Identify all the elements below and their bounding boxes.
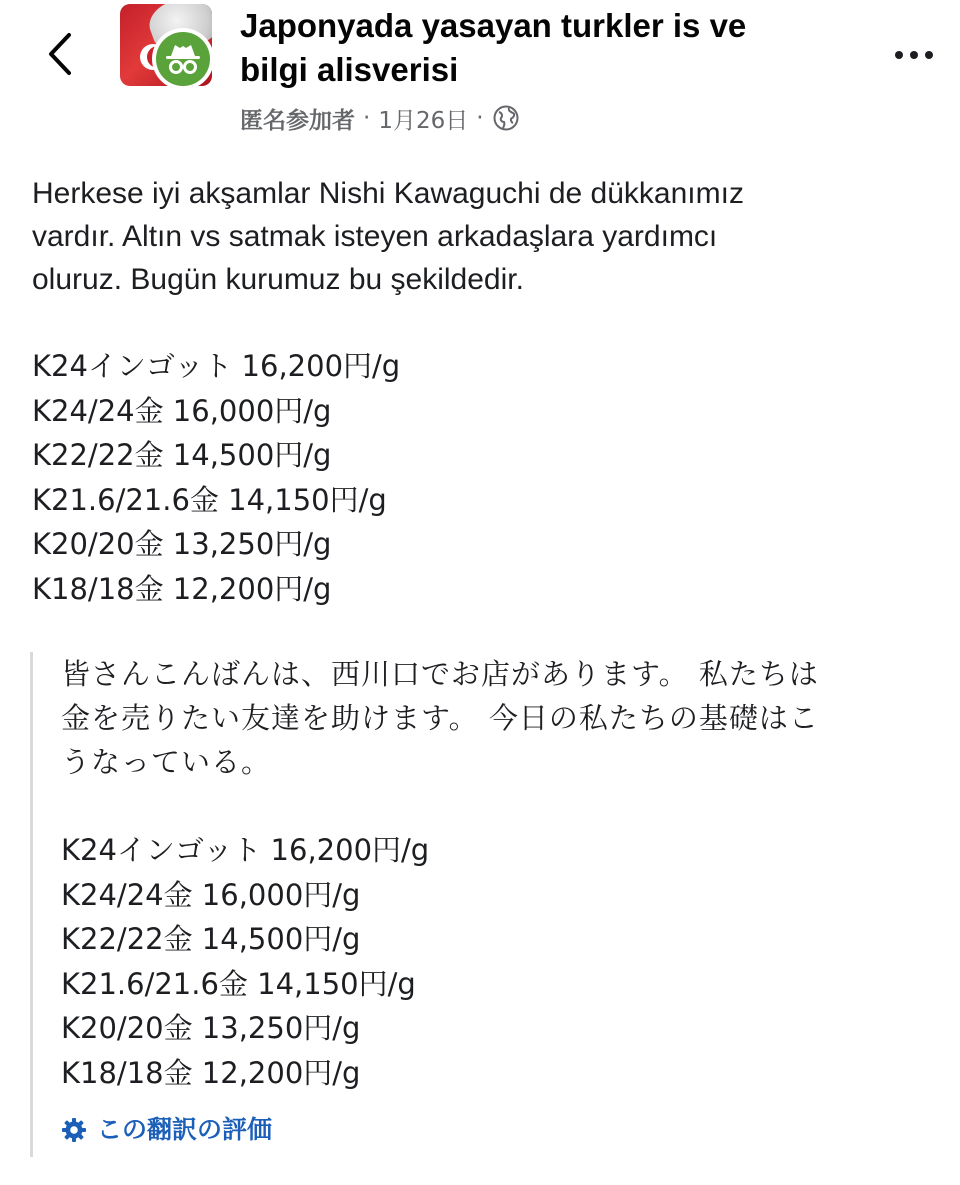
more-dot <box>925 51 933 59</box>
translation-price-item: K24/24金 16,000円/g <box>61 877 361 912</box>
meta-separator: · <box>476 105 484 131</box>
translation-text-line: 皆さんこんばんは、西川口でお店があります。 私たちは <box>61 657 819 691</box>
rate-translation-label: この翻訳の評価 <box>97 1115 273 1144</box>
group-title-line-2: bilgi alisverisi <box>240 51 459 88</box>
price-item: K24/24金 16,000円/g <box>32 393 332 428</box>
author-name[interactable]: 匿名参加者 <box>240 107 355 134</box>
anonymous-icon <box>156 32 210 86</box>
anonymous-badge <box>152 28 214 90</box>
price-item: K20/20金 13,250円/g <box>32 527 332 561</box>
price-item: K21.6/21.6金 14,150円/g <box>32 482 387 517</box>
chevron-left-icon <box>45 31 75 77</box>
translation-price-list <box>61 828 950 1095</box>
translation-price-item: K22/22金 14,500円/g <box>61 922 361 956</box>
post-text-line: oluruz. Bugün kurumuz bu şekildedir. <box>32 263 524 296</box>
post-text-line: vardır. Altın vs satmak isteyen arkadaşlara yardımcı <box>32 220 718 253</box>
group-title[interactable] <box>240 4 860 92</box>
post-body <box>32 172 932 611</box>
translation-price-item: K20/20金 13,250円/g <box>61 1011 361 1045</box>
post-text-line: Herkese iyi akşamlar Nishi Kawaguchi de dükkanımız <box>32 177 744 210</box>
price-item: K18/18金 12,200円/g <box>32 571 332 606</box>
globe-icon <box>492 104 520 132</box>
group-title-line-1: Japonyada yasayan turkler is ve <box>240 7 747 44</box>
translation-text-line: 金を売りたい友達を助けます。 今日の私たちの基礎はこ <box>61 701 819 735</box>
translation-price-item: K21.6/21.6金 14,150円/g <box>61 966 416 1001</box>
translation-price-item: K18/18金 12,200円/g <box>61 1055 361 1090</box>
more-options-button[interactable] <box>884 40 944 70</box>
translation-block <box>30 652 950 1157</box>
price-item: K24インゴット 16,200円/g <box>32 349 401 383</box>
price-item: K22/22金 14,500円/g <box>32 438 332 472</box>
post-date[interactable]: 1月26日 <box>378 107 469 134</box>
translation-price-item: K24インゴット 16,200円/g <box>61 833 430 867</box>
meta-separator: · <box>363 105 371 131</box>
post-meta <box>240 100 520 136</box>
price-list <box>32 344 932 611</box>
more-dot <box>895 51 903 59</box>
translation-text-line: うなっている。 <box>61 745 272 779</box>
post-header <box>0 0 960 150</box>
gear-icon <box>61 1117 87 1143</box>
more-dot <box>910 51 918 59</box>
rate-translation-link[interactable] <box>61 1108 272 1152</box>
back-button[interactable] <box>36 26 84 82</box>
